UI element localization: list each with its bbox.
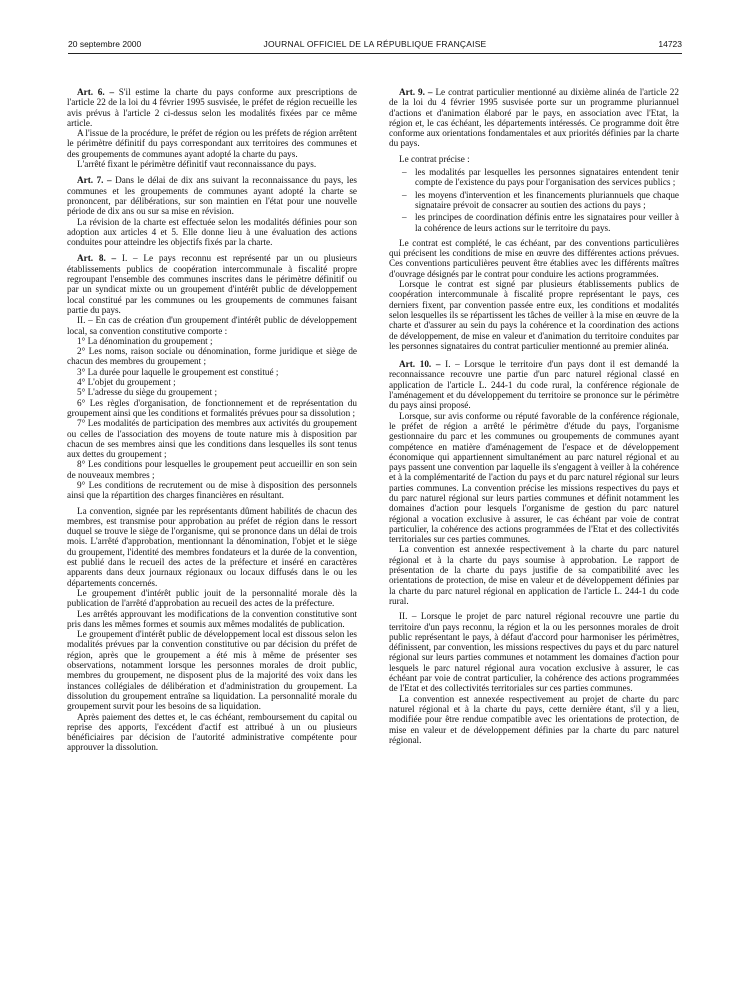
- paragraph: II. – En cas de création d'un groupement d'intérêt public de développement local, sa convention constitutive comporte :: [67, 315, 357, 336]
- list-item: 7° Les modalités de participation des membres aux activités du groupement ou celles de l'association des moyens de toute nature mis à disposition par chacun de ses membres ainsi que les conditions dans lesquelles ils sont tenus aux dettes du groupement ;: [67, 418, 357, 460]
- right-column: [389, 87, 679, 745]
- article-label: Art. 9. –: [399, 87, 433, 97]
- list-item: 4° L'objet du groupement ;: [77, 377, 176, 388]
- paragraph: A l'issue de la procédure, le préfet de région ou les préfets de région arrêtent le périmètre définitif du pays correspondant aux territoires des communes et des groupements de communes ayant adopté la charte du pays.: [67, 128, 357, 159]
- paragraph: L'arrêté fixant le périmètre définitif vaut reconnaissance du pays.: [77, 159, 317, 170]
- list-item: 5° L'adresse du siège du groupement ;: [77, 387, 218, 398]
- paragraph: La convention, signée par les représentants dûment habilités de chacun des membres, est transmise pour approbation au préfet de région dans le ressort duquel se trouve le siège de l'organisme, qui se prononce dans un délai de trois mois. L'arrêté d'approbation, mentionnant la dénomination, l'objet et le siège du groupement, l'identité des membres fondateurs et la durée de la convention, est publié dans le recueil des actes de la préfecture et inséré en caractères apparents dans deux journaux régionaux ou locaux diffusés dans le ou les départements concernés.: [67, 505, 357, 588]
- art7-paragraph: [67, 175, 357, 216]
- list-item: 9° Les conditions de recrutement ou de mise à disposition des personnels ainsi que la répartition des charges financières en résultant.: [67, 479, 357, 501]
- article-label: Art. 8. –: [77, 253, 117, 264]
- list-item: 8° Les conditions pour lesquelles le groupement peut accueillir en son sein de nouveaux membres ;: [67, 459, 357, 480]
- paragraph: Le groupement d'intérêt public jouit de la personnalité morale dès la publication de l'arrêté d'approbation au recueil des actes de la préfecture.: [67, 587, 357, 609]
- left-column: [67, 87, 357, 753]
- article-label: Art. 7. –: [77, 175, 112, 186]
- art9-paragraph: [389, 87, 679, 149]
- paragraph: II. – Lorsque le projet de parc naturel régional recouvre une partie du territoire d'un pays reconnu, la région et la ou les personnes morales de droit public représentant le pays, à défaut d'accord pour harmoniser les périmètres, définissent, par convention, les missions respectives du pays et du parc naturel régional sur leurs parties communes et notamment les domaines d'action pour lesquels le parc naturel régional aura vocation exclusive à assurer, le cas échéant par voie de contrat particulier, la cohérence des actions programmées de l'Etat et des collectivités territoriales sur ces parties communes.: [389, 611, 679, 694]
- art10-paragraph: [389, 359, 679, 410]
- paragraph-text: S'il estime la charte du pays conforme aux prescriptions de l'article 22 de la loi du 4 février 1995 susvisée, le préfet de région recueille les avis prévus à l'article 2 ci-dessus selon les modalités fixées par ce même article.: [67, 87, 358, 128]
- paragraph: Le groupement d'intérêt public de développement local est dissous selon les modalités prévues par la convention constitutive ou par décision du préfet de région, après que le groupement a été mis à même de présenter ses observations, notamment lorsque les personnes morales de droit public, membres du groupement, ne disposent plus de la majorité des voix dans les instances collégiales de délibération et d'administration du groupement. La dissolution du groupement entraîne sa liquidation. La personnalité morale du groupement survit pour les besoins de sa liquidation.: [67, 629, 357, 712]
- list-item: 2° Les noms, raison sociale ou dénomination, forme juridique et siège de chacun des membres du groupement ;: [67, 346, 357, 367]
- journal-title: JOURNAL OFFICIEL DE LA RÉPUBLIQUE FRANÇAISE: [263, 39, 487, 49]
- paragraph: Après paiement des dettes et, le cas échéant, remboursement du capital ou reprise des apports, l'excédent d'actif est attribué à un ou plusieurs bénéficiaires par décision de l'autorité administrative compétente pour approuver la dissolution.: [67, 711, 357, 753]
- list-item: 3° La durée pour laquelle le groupement est constitué ;: [77, 366, 279, 377]
- paragraph: La révision de la charte est effectuée selon les modalités définies pour son adoption aux articles 4 et 5. Elle donne lieu à une évaluation des actions conduites pour atteindre les objectifs fixés par la charte.: [67, 216, 357, 248]
- paragraph: La convention est annexée respectivement au projet de charte du parc naturel régional et à la charte du pays, cette dernière étant, s'il y a lieu, modifiée pour être rendue compatible avec les orientations de protection, de mise en valeur et de développement définies par la charte du parc naturel régional.: [389, 693, 679, 745]
- contract-intro: Le contrat précise :: [399, 153, 470, 164]
- paragraph-text: I. – Le pays reconnu est représenté par un ou plusieurs établissements publics de coopération intercommunale à fiscalité propre regroupant l'ensemble des communes inscrites dans le périmètre définitif ou par un syndicat mixte ou un groupement d'intérêt public de développement local constitué par les communes ou les groupements de communes faisant partie du pays.: [67, 253, 357, 315]
- contract-list: [389, 167, 679, 233]
- paragraph-text: Dans le délai de dix ans suivant la reconnaissance du pays, les communes et les groupements de communes ayant adopté la charte se prononcent, par délibérations, sur son maintien en l'état pour une nouvelle période de dix ans ou sur sa mise en révision.: [67, 175, 357, 217]
- paragraph: Le contrat est complété, le cas échéant, par des conventions particulières qui précisent les conditions de mise en œuvre des différentes actions prévues. Ces conventions particulières peuvent être établies avec les différents maîtres d'ouvrage désignés par le contrat pour conduire les actions programmées.: [389, 237, 679, 279]
- paragraph-text: I. – Lorsque le territoire d'un pays dont il est demandé la reconnaissance recouvre une partie d'un parc naturel régional classé en application de l'article L. 244-1 du code rural, la conférence régionale de l'aménagement et du développement du territoire se prononce sur le périmètre du pays ainsi proposé.: [389, 359, 679, 411]
- list-item: 6° Les règles d'organisation, de fonctionnement et de représentation du groupement ainsi que les conditions et formalités prévues pour sa dissolution ;: [67, 397, 357, 418]
- page-header: [68, 39, 682, 54]
- list-item: – les moyens d'intervention et les financements pluriannuels que chaque signataire prévoit de consacrer au soutien des actions du pays ;: [402, 190, 679, 211]
- art8-paragraph: [67, 253, 357, 315]
- paragraph: Les arrêtés approuvant les modifications de la convention constitutive sont pris dans les mêmes formes et soumis aux mêmes modalités de publication.: [67, 608, 357, 629]
- list-item: 1° La dénomination du groupement ;: [77, 335, 213, 346]
- paragraph: La convention est annexée respectivement à la charte du parc naturel régional et à la charte du pays soumise à approbation. Le rapport de présentation de la charte du pays justifie de sa compatibilité avec les orientations de protection, de mise en valeur et de développement définies par la charte du parc naturel régional en application de l'article L. 244-1 du code rural.: [389, 544, 679, 606]
- art6-paragraph: [67, 87, 357, 128]
- list-item: – les modalités par lesquelles les personnes signataires entendent tenir compte de l'existence du pays pour l'organisation des services publics ;: [402, 167, 679, 188]
- article-label: Art. 6. –: [77, 87, 115, 97]
- header-date: 20 septembre 2000: [68, 39, 142, 49]
- list-item: – les principes de coordination définis entre les signataires pour veiller à la cohérence de leurs actions sur le territoire du pays.: [402, 212, 679, 233]
- page-number: 14723: [658, 39, 682, 49]
- paragraph: Lorsque le contrat est signé par plusieurs établissements publics de coopération intercommunale à fiscalité propre représentant le pays, ces derniers fixent, par convention passée entre eux, les conditions et modalités selon lesquelles ils se répartissent les tâches de veiller à la mise en œuvre de la charte et d'assurer au sein du pays la cohérence et la coordination des actions de développement, de mise en valeur et d'animation du territoire conduites par les personnes signataires du contrat particulier mentionné au premier alinéa.: [389, 279, 679, 351]
- article-label: Art. 10. –: [399, 359, 441, 370]
- paragraph: Lorsque, sur avis conforme ou réputé favorable de la conférence régionale, le préfet de région a arrêté le périmètre d'étude du pays, l'organisme gestionnaire du parc et les communes ou groupements de communes ayant compétence en matière d'aménagement de l'espace et de développement économique qui appartiennent simultanément au parc naturel régional et au pays passent une convention par laquelle ils s'engagent à veiller à la cohérence et à la complémentarité de l'action du pays et du parc naturel régional sur leurs parties communes. La convention précise les missions respectives du pays et du parc naturel régional sur leurs parties communes et définit notamment les domaines d'action pour lesquels l'organisme de gestion du parc naturel régional a vocation exclusive à assurer, le cas échéant par voie de contrat particulier, la cohérence des actions programmées de l'Etat et des collectivités territoriales sur ces parties communes.: [389, 410, 679, 545]
- paragraph-text: Le contrat particulier mentionné au dixième alinéa de l'article 22 de la loi du 4 février 1995 susvisée porte sur un programme pluriannuel d'actions et d'animation élaboré par le pays, en association avec l'Etat, la région et, le cas échéant, les départements intéressés. Ce programme doit être conforme aux orientations fondamentales et aux priorités définies par la charte du pays.: [389, 87, 679, 149]
